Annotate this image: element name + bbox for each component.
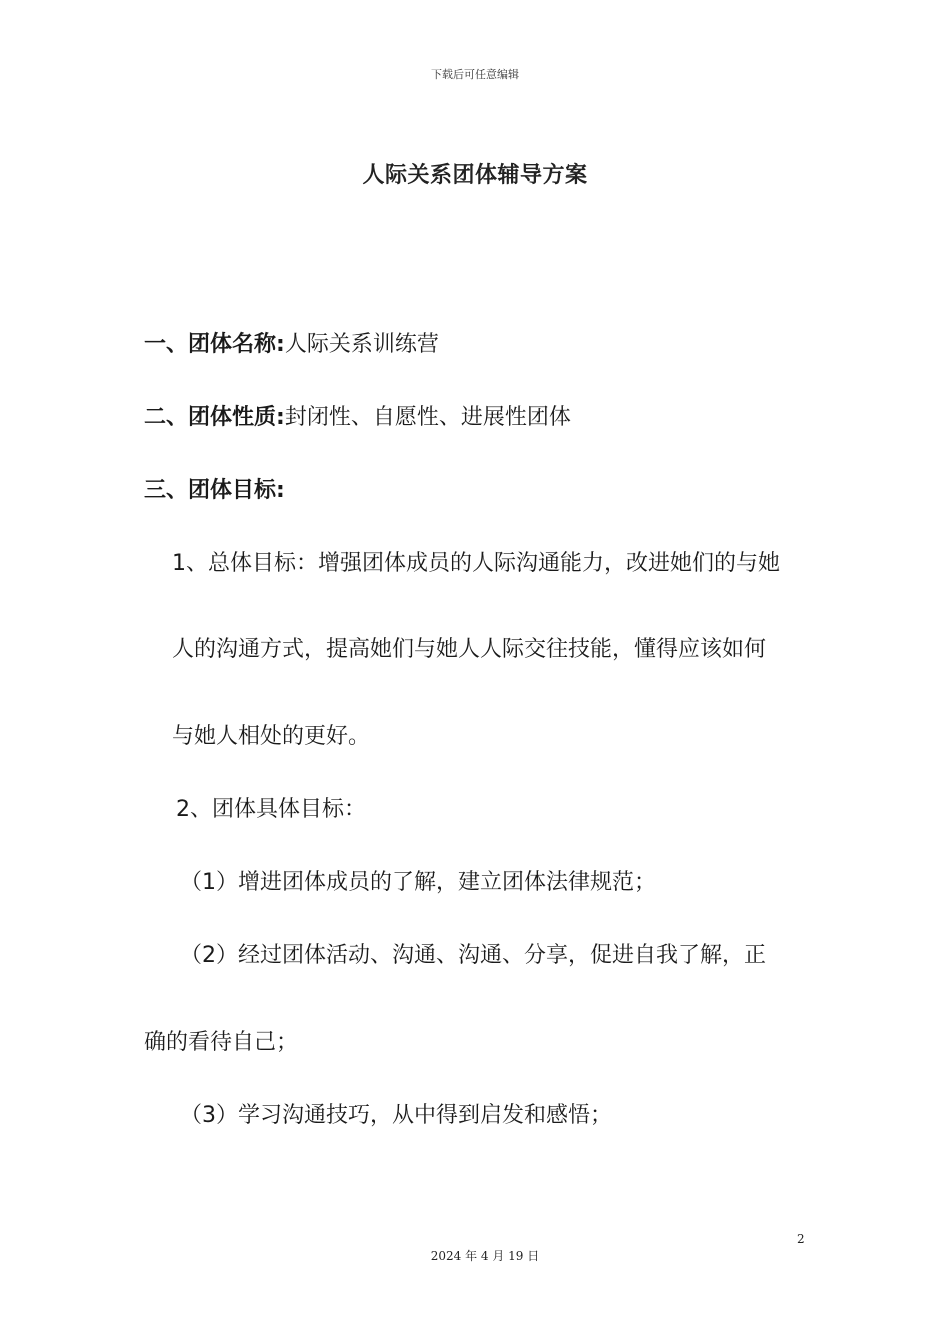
section-label: 一、团体名称:: [144, 332, 285, 357]
page-number: 2: [797, 1232, 805, 1246]
section-value: 人际关系训练营: [284, 332, 439, 357]
specific-goal-item-1: （1）增进团体成员的了解，建立团体法律规范；: [180, 870, 656, 895]
section-label: 二、团体性质:: [144, 405, 285, 430]
specific-goals-heading: 2、团体具体目标：: [176, 797, 366, 822]
specific-goal-item-2-line-1: （2）经过团体活动、沟通、沟通、分享，促进自我了解，正: [180, 943, 766, 968]
section-group-nature: [144, 400, 571, 431]
specific-goal-item-2-line-2: 确的看待自己；: [144, 1030, 299, 1055]
document-title: 人际关系团体辅导方案: [362, 163, 588, 188]
header-note: 下载后可任意编辑: [431, 68, 519, 81]
specific-goal-item-3: （3）学习沟通技巧，从中得到启发和感悟；: [180, 1103, 612, 1128]
section-group-name: [144, 327, 439, 358]
section-group-goals: [144, 473, 285, 504]
overall-goal-line-2: 人的沟通方式，提高她们与她人人际交往技能，懂得应该如何: [172, 637, 767, 662]
section-value: 封闭性、自愿性、进展性团体: [284, 405, 571, 430]
overall-goal-line-3: 与她人相处的更好。: [172, 724, 371, 749]
footer-date: 2024 年 4 月 19 日: [430, 1249, 540, 1263]
overall-goal-line-1: 1、总体目标：增强团体成员的人际沟通能力，改进她们的与她: [172, 551, 780, 576]
section-label: 三、团体目标:: [144, 478, 285, 503]
